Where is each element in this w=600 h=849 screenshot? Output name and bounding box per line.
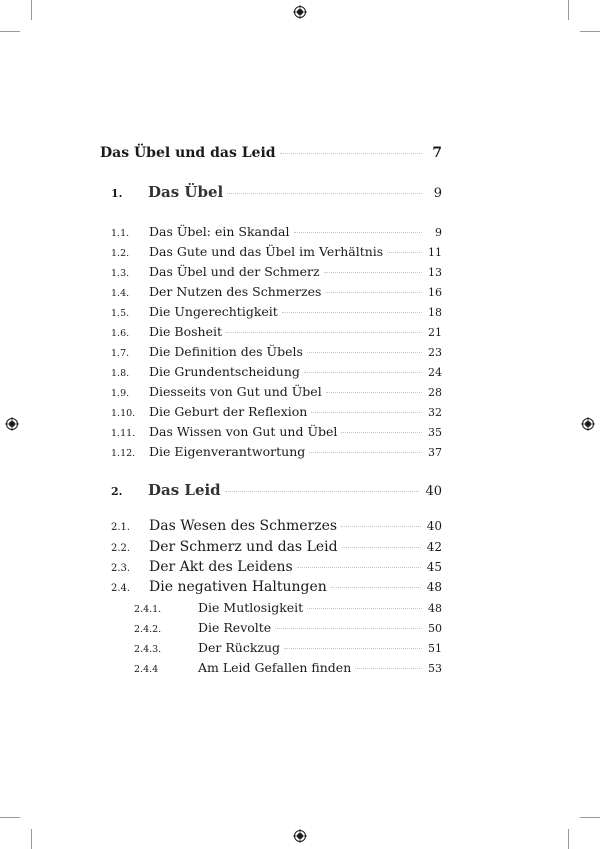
toc-subsection-entry <box>134 620 442 635</box>
toc-leader <box>326 392 422 393</box>
toc-leader <box>282 312 422 313</box>
toc-section-title: Die negativen Haltungen <box>149 579 327 595</box>
toc-section-title: Diesseits von Gut und Übel <box>149 384 322 399</box>
toc-page-number: 48 <box>428 602 442 615</box>
toc-page-number: 37 <box>428 446 442 459</box>
toc-subsection-number: 2.4.1. <box>134 604 162 615</box>
toc-leader <box>304 372 422 373</box>
toc-leader <box>227 193 422 194</box>
toc-leader <box>309 452 422 453</box>
toc-section-entry <box>111 224 442 239</box>
toc-page-number: 24 <box>428 366 442 379</box>
toc-leader <box>297 567 421 568</box>
toc-subsection-entry <box>134 640 442 655</box>
toc-page-number: 53 <box>428 662 442 675</box>
toc-section-number: 1.2. <box>111 248 130 259</box>
toc-subsection-title: Am Leid Gefallen finden <box>198 660 352 675</box>
toc-section-number: 2.2. <box>111 543 131 554</box>
toc-chapter-number: 1. <box>111 187 123 200</box>
toc-section-entry <box>111 364 442 379</box>
toc-page-number: 35 <box>428 426 442 439</box>
crop-mark-top-left <box>31 0 32 20</box>
toc-leader <box>341 432 422 433</box>
toc-page-number: 50 <box>428 622 442 635</box>
toc-section-title: Der Schmerz und das Leid <box>149 539 338 555</box>
toc-subsection-number: 2.4.2. <box>134 624 162 635</box>
toc-page-number: 48 <box>426 580 442 594</box>
toc-section-entry <box>111 539 442 555</box>
toc-section-number: 1.9. <box>111 388 130 399</box>
toc-leader <box>226 332 422 333</box>
toc-page-number: 40 <box>425 484 442 499</box>
toc-page-number: 45 <box>426 560 442 574</box>
toc-leader <box>355 668 422 669</box>
toc-section-title: Das Gute und das Übel im Verhältnis <box>149 244 384 259</box>
toc-leader <box>325 292 422 293</box>
toc-leader <box>342 547 421 548</box>
toc-section-title: Das Wissen von Gut und Übel <box>149 424 338 439</box>
toc-section-entry <box>111 518 442 534</box>
toc-leader <box>311 412 422 413</box>
toc-page-number: 16 <box>428 286 442 299</box>
toc-main-title: Das Übel und das Leid <box>100 145 276 161</box>
toc-section-number: 1.1. <box>111 228 130 239</box>
toc-section-title: Die Geburt der Reflexion <box>149 404 308 419</box>
toc-chapter-entry <box>111 183 442 201</box>
toc-leader <box>307 608 422 609</box>
toc-section-title: Das Übel: ein Skandal <box>149 224 290 239</box>
toc-section-entry <box>111 384 442 399</box>
toc-subsection-entry <box>134 660 442 675</box>
toc-chapter-title: Das Leid <box>148 481 221 499</box>
crop-mark-top-right-h <box>580 31 600 32</box>
toc-chapter-number: 2. <box>111 485 123 498</box>
toc-chapter-title: Das Übel <box>148 183 224 201</box>
toc-leader <box>275 628 422 629</box>
toc-leader <box>294 232 423 233</box>
toc-subsection-title: Der Rückzug <box>198 640 281 655</box>
toc-leader <box>284 648 422 649</box>
toc-section-number: 1.10. <box>111 408 136 419</box>
toc-page-number: 13 <box>428 266 442 279</box>
toc-subsection-number: 2.4.4 <box>134 664 159 675</box>
toc-leader <box>324 272 422 273</box>
toc-section-number: 2.1. <box>111 522 131 533</box>
toc-section-title: Der Akt des Leidens <box>149 559 293 575</box>
toc-section-entry <box>111 284 442 299</box>
toc-section-title: Die Bosheit <box>149 324 222 339</box>
toc-page-number: 9 <box>433 186 442 201</box>
toc-section-title: Die Grundentscheidung <box>149 364 300 379</box>
toc-section-number: 1.5. <box>111 308 130 319</box>
toc-section-title: Der Nutzen des Schmerzes <box>149 284 322 299</box>
registration-mark-bottom-icon <box>293 829 307 843</box>
toc-section-number: 1.12. <box>111 448 136 459</box>
crop-mark-bottom-right-h <box>580 817 600 818</box>
toc-page-number: 7 <box>432 145 442 161</box>
toc-section-title: Das Übel und der Schmerz <box>149 264 320 279</box>
toc-page-number: 40 <box>426 519 442 533</box>
toc-page-number: 28 <box>428 386 442 399</box>
toc-section-entry <box>111 559 442 575</box>
toc-section-entry <box>111 264 442 279</box>
toc-section-entry <box>111 579 442 595</box>
toc-section-entry <box>111 444 442 459</box>
toc-section-number: 1.7. <box>111 348 130 359</box>
toc-section-entry <box>111 404 442 419</box>
toc-section-number: 1.8. <box>111 368 130 379</box>
toc-leader <box>225 491 420 492</box>
toc-main-entry <box>100 145 442 161</box>
toc-page-number: 42 <box>426 540 442 554</box>
toc-chapter-entry <box>111 481 442 499</box>
crop-mark-top-left-h <box>0 31 20 32</box>
toc-section-entry <box>111 304 442 319</box>
toc-section-number: 2.4. <box>111 583 131 594</box>
toc-section-number: 2.3. <box>111 563 131 574</box>
toc-page-number: 18 <box>428 306 442 319</box>
toc-leader <box>387 252 422 253</box>
toc-section-number: 1.6. <box>111 328 130 339</box>
registration-mark-right-icon <box>581 417 595 431</box>
toc-leader <box>341 526 421 527</box>
toc-section-title: Das Wesen des Schmerzes <box>149 518 338 534</box>
toc-section-entry <box>111 324 442 339</box>
toc-page-number: 23 <box>428 346 442 359</box>
toc-section-number: 1.4. <box>111 288 130 299</box>
toc-leader <box>331 587 421 588</box>
toc-section-number: 1.3. <box>111 268 130 279</box>
registration-mark-left-icon <box>5 417 19 431</box>
toc-leader <box>280 153 422 154</box>
toc-subsection-number: 2.4.3. <box>134 644 162 655</box>
toc-section-entry <box>111 344 442 359</box>
toc-section-title: Die Eigenverantwortung <box>149 444 306 459</box>
toc-section-number: 1.11. <box>111 428 136 439</box>
toc-subsection-title: Die Revolte <box>198 620 272 635</box>
crop-mark-bottom-right <box>568 829 569 849</box>
toc-page-number: 11 <box>428 246 442 259</box>
toc-section-entry <box>111 424 442 439</box>
toc-page-number: 51 <box>428 642 442 655</box>
crop-mark-top-right <box>568 0 569 20</box>
crop-mark-bottom-left-h <box>0 817 20 818</box>
crop-mark-bottom-left <box>31 829 32 849</box>
toc-subsection-title: Die Mutlosigkeit <box>198 600 304 615</box>
toc-page-number: 21 <box>428 326 442 339</box>
toc-section-title: Die Ungerechtigkeit <box>149 304 278 319</box>
toc-page-number: 32 <box>428 406 442 419</box>
toc-page-number: 9 <box>435 226 442 239</box>
toc-subsection-entry <box>134 600 442 615</box>
toc-section-title: Die Definition des Übels <box>149 344 303 359</box>
toc-section-entry <box>111 244 442 259</box>
toc-leader <box>307 352 422 353</box>
registration-mark-top-icon <box>293 5 307 19</box>
